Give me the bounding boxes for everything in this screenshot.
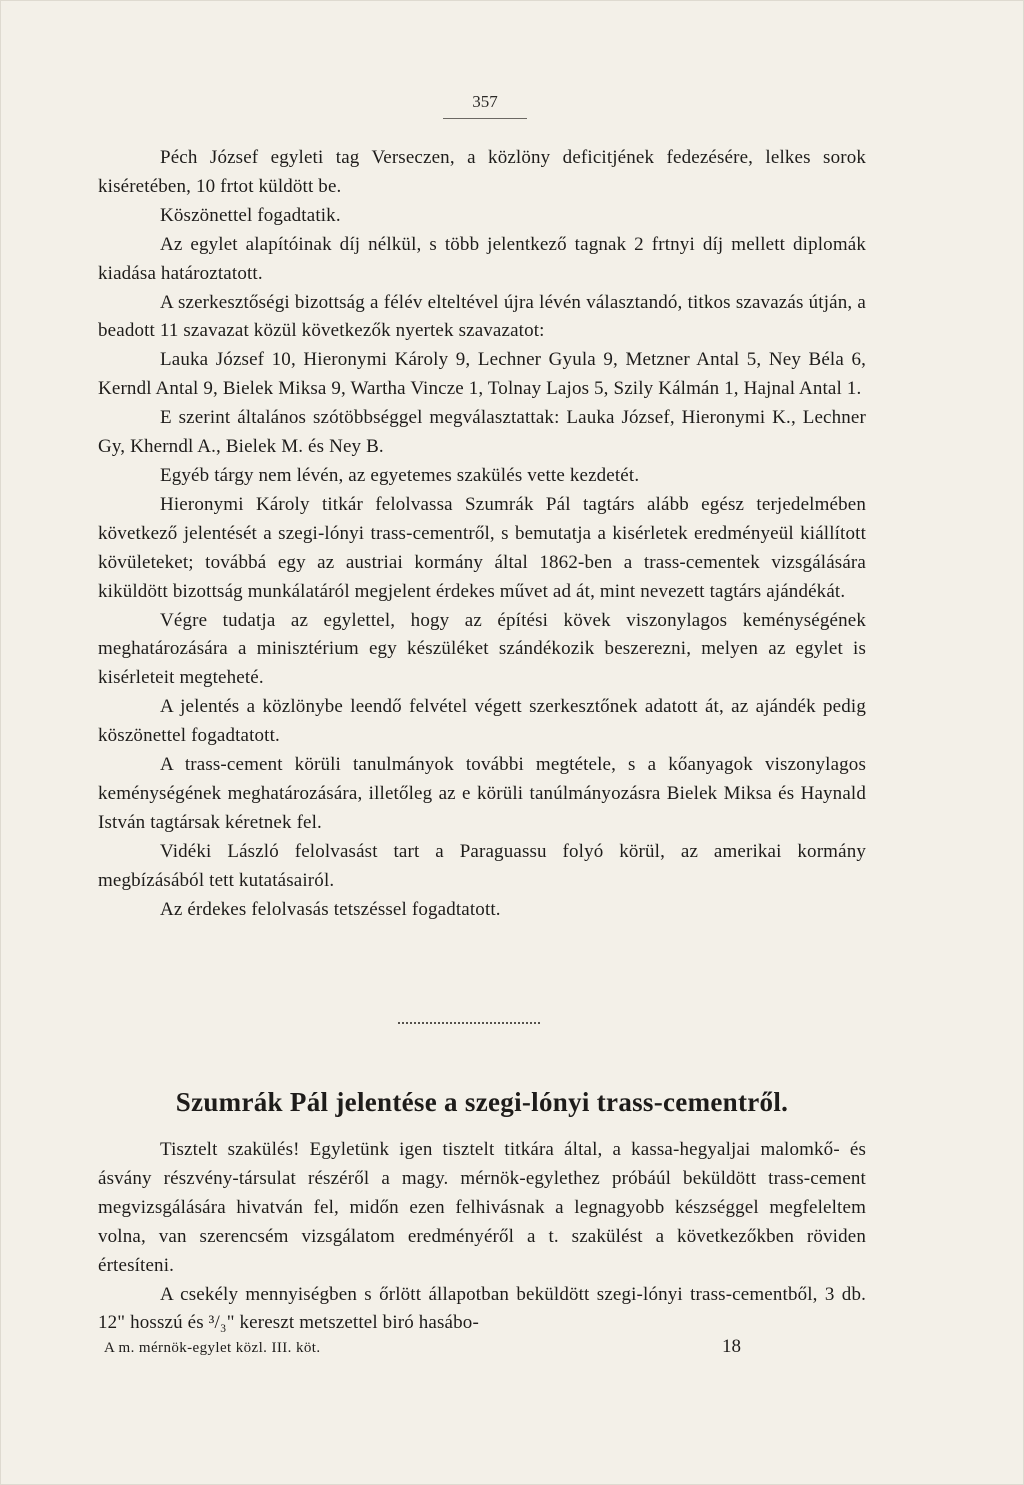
page-number: 357 bbox=[472, 92, 498, 111]
report-paragraph: A csekély mennyiségben s őrlött állapotban beküldött szegi-lónyi trass-cementből, 3 db. 12" hosszú és ³/₃" kereszt metszettel biró hasábo- bbox=[98, 1283, 866, 1334]
minutes-paragraph: Az egylet alapítóinak díj nélkül, s több jelentkező tagnak 2 frtnyi díj mellett diplomák kiadása határoztatott. bbox=[98, 233, 866, 284]
footer-signature: 18 bbox=[722, 1336, 741, 1357]
minutes-paragraph: E szerint általános szótöbbséggel megválasztattak: Lauka József, Hieronymi K., Lechner Gy, Kherndl A., Bielek M. és Ney B. bbox=[98, 407, 866, 458]
minutes-paragraph: Lauka József 10, Hieronymi Károly 9, Lechner Gyula 9, Metzner Antal 5, Ney Béla 6, Kerndl Antal 9, Bielek Miksa 9, Wartha Vincze 1, Tolnay Lajos 5, Szily Kálmán 1, Hajnal Antal 1. bbox=[98, 349, 866, 400]
minutes-paragraph: Köszönettel fogadtatik. bbox=[160, 204, 341, 226]
minutes-paragraph: Vidéki László felolvasást tart a Paraguassu folyó körül, az amerikai kormány megbízásából tett kutatásairól. bbox=[98, 840, 866, 891]
report-title: Szumrák Pál jelentése a szegi-lónyi trass-cementről. bbox=[175, 1087, 789, 1117]
minutes-paragraph: Péch József egyleti tag Verseczen, a közlöny deficitjének fedezésére, lelkes sorok kiséretében, 10 frtot küldött be. bbox=[98, 147, 866, 197]
minutes-paragraph: A szerkesztőségi bizottság a félév elteltével újra lévén választandó, titkos szavazás útján, a beadott 11 szavazat közül következők nyertek szavazatot: bbox=[98, 291, 866, 342]
minutes-paragraph: Hieronymi Károly titkár felolvassa Szumrák Pál tagtárs alább egész terjedelmében következő jelentését a szegi-lónyi trass-cementről, s bemutatja a kisérletek eredményeül kiállított kövületeket; továbbá egy az austriai kormány által 1862-ben a trass-cementek vizsgálására kiküldött bizottság munkálatáról megjelent érdekes művet ad át, mint nevezett tagtárs ajándékát. bbox=[98, 493, 866, 602]
minutes-paragraph: Végre tudatja az egylettel, hogy az építési kövek viszonylagos keménységének meghatározására a minisztérium egy készüléket szándékozik beszerezni, melyen az egylet is kisérleteit megteheté. bbox=[98, 609, 866, 689]
section-divider bbox=[398, 1022, 540, 1024]
minutes-paragraph: Egyéb tárgy nem lévén, az egyetemes szakülés vette kezdetét. bbox=[160, 464, 640, 486]
footer-journal: A m. mérnök-egylet közl. III. köt. bbox=[104, 1340, 321, 1356]
report-paragraph: Tisztelt szakülés! Egyletünk igen tisztelt titkára által, a kassa-hegyaljai malomkő- és ásvány részvény-társulat részéről a magy. mérnök-egylethez próbáúl beküldött trass-cement megvizsgálására hivatván fel, midőn ezen felhivásnak a legnagyobb készséggel megfeleltem volna, van szerencsém vizsgálatom eredményéről a t. szakülést a következőkben röviden értesíteni. bbox=[98, 1139, 866, 1276]
report-text bbox=[98, 1136, 866, 1338]
minutes-paragraph: A trass-cement körüli tanulmányok további megtétele, s a kőanyagok viszonylagos keménységének meghatározására, illetőleg az e körüli tanúlmányozásra Bielek Miksa és Haynald István tagtársak kéretnek fel. bbox=[98, 754, 866, 833]
minutes-paragraph: Az érdekes felolvasás tetszéssel fogadtatott. bbox=[160, 898, 501, 920]
page-number-rule bbox=[443, 118, 527, 119]
minutes-paragraph: A jelentés a közlönybe leendő felvétel végett szerkesztőnek adatott át, az ajándék pedig köszönettel fogadtatott. bbox=[98, 696, 866, 747]
minutes-text bbox=[98, 144, 866, 924]
